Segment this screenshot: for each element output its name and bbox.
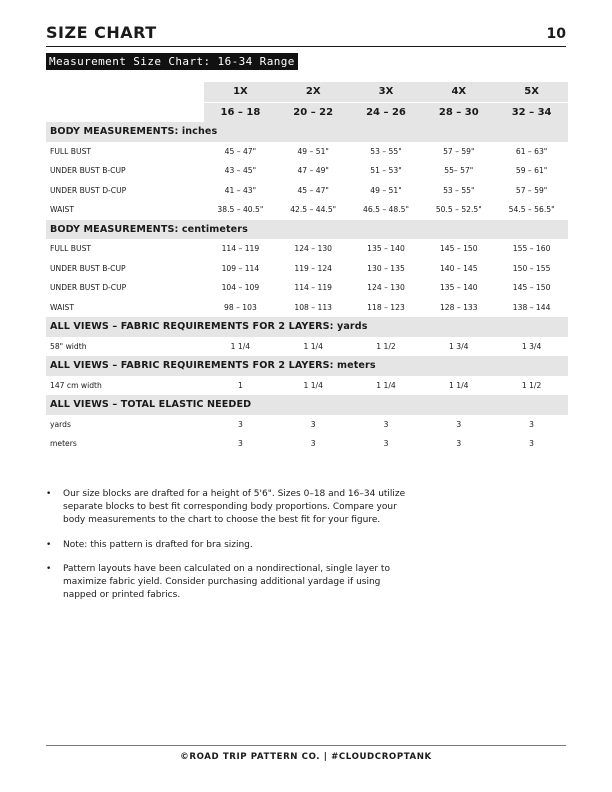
measurement-value: 124 – 130 [294, 244, 332, 254]
table-row [46, 337, 568, 357]
table-row [46, 278, 568, 298]
chart-subtitle: Measurement Size Chart: 16-34 Range [46, 53, 298, 70]
measurement-value: 135 – 140 [439, 283, 478, 293]
measurement-value: 1 1/2 [521, 380, 542, 390]
section-title: ALL VIEWS – FABRIC REQUIREMENTS FOR 2 LAYERS: yards [46, 317, 568, 337]
row-label: 147 cm width [50, 380, 102, 390]
measurement-value: 45 – 47" [224, 146, 257, 156]
section-header-row [46, 317, 568, 337]
bullet-icon: • [46, 539, 52, 550]
measurement-value: 138 – 144 [512, 302, 551, 312]
measurement-value: 104 – 109 [221, 283, 260, 293]
section-header-row [46, 356, 568, 376]
table-row [46, 161, 568, 181]
measurement-value: 55– 57" [444, 166, 474, 176]
title-divider [46, 46, 566, 47]
row-label: WAIST [50, 302, 74, 312]
measurement-value: 57 – 59" [515, 185, 548, 195]
measurement-value: 3 [456, 439, 462, 449]
page-number: 10 [546, 26, 566, 42]
measurement-value: 145 – 150 [439, 244, 478, 254]
measurement-value: 140 – 145 [439, 263, 478, 273]
measurement-value: 3 [237, 419, 243, 429]
measurement-value: 3 [529, 419, 535, 429]
note-item [46, 488, 416, 527]
measurement-value: 1 [237, 380, 243, 390]
measurement-value: 46.5 – 48.5" [363, 205, 409, 215]
size-label: 2X [277, 82, 350, 102]
measurement-value: 1 1/2 [376, 341, 396, 351]
row-label: yards [50, 419, 71, 429]
measurement-value: 54.5 – 56.5" [508, 205, 555, 215]
table-row [46, 181, 568, 201]
size-range-label: 32 – 34 [495, 102, 568, 122]
table-row [46, 434, 568, 454]
measurement-value: 51 – 53" [370, 166, 402, 176]
measurement-value: 114 – 119 [221, 244, 260, 254]
measurement-value: 98 – 103 [224, 302, 257, 312]
measurement-value: 145 – 150 [512, 283, 551, 293]
measurement-value: 3 [310, 439, 316, 449]
note-item [46, 539, 416, 552]
measurement-value: 3 [383, 419, 389, 429]
measurement-value: 119 – 124 [294, 263, 332, 273]
measurement-value: 124 – 130 [367, 283, 405, 293]
header-spacer [46, 102, 204, 122]
note-text: Our size blocks are drafted for a height of 5'6". Sizes 0–18 and 16–34 utilize separate blocks to best fit corresponding body proportions. Compare your body measurements to the chart to choose the best fit for your figure. [63, 489, 406, 525]
measurement-value: 3 [237, 439, 243, 449]
measurement-value: 49 – 51" [297, 146, 329, 156]
section-title: BODY MEASUREMENTS: inches [46, 122, 568, 142]
measurement-value: 114 – 119 [294, 283, 332, 293]
measurement-value: 118 – 123 [367, 302, 405, 312]
size-range-label: 28 – 30 [422, 102, 495, 122]
bullet-icon: • [46, 564, 52, 574]
measurement-value: 150 – 155 [512, 263, 551, 273]
row-label: 58" width [50, 341, 87, 351]
measurement-value: 53 – 55" [443, 185, 475, 195]
section-header-row [46, 220, 568, 240]
size-header-row [46, 82, 568, 102]
measurement-value: 3 [310, 419, 316, 429]
size-range-label: 20 – 22 [277, 102, 350, 122]
size-label: 4X [422, 82, 495, 102]
section-header-row [46, 395, 568, 415]
measurement-value: 1 1/4 [303, 380, 323, 390]
row-label: FULL BUST [50, 146, 92, 156]
size-range-label: 16 – 18 [204, 102, 277, 122]
header-spacer [46, 82, 204, 102]
measurement-value: 53 – 55" [370, 146, 402, 156]
table-row [46, 376, 568, 396]
measurement-value: 49 – 51" [370, 185, 402, 195]
measurement-value: 45 – 47" [297, 185, 329, 195]
size-chart-table [46, 82, 568, 454]
measurement-value: 1 1/4 [230, 341, 251, 351]
row-label: UNDER BUST B-CUP [50, 263, 126, 273]
row-label: UNDER BUST D-CUP [50, 185, 127, 195]
measurement-value: 3 [383, 439, 389, 449]
row-label: FULL BUST [50, 244, 92, 254]
notes-list [46, 488, 416, 614]
measurement-value: 59 – 61" [515, 166, 548, 176]
measurement-value: 1 3/4 [521, 341, 542, 351]
measurement-value: 1 1/4 [449, 380, 469, 390]
measurement-value: 57 – 59" [443, 146, 475, 156]
row-label: UNDER BUST D-CUP [50, 283, 127, 293]
range-header-row [46, 102, 568, 122]
measurement-value: 155 – 160 [512, 244, 551, 254]
table-row [46, 259, 568, 279]
measurement-value: 1 1/4 [303, 341, 323, 351]
measurement-value: 130 – 135 [367, 263, 405, 273]
table-row [46, 239, 568, 259]
measurement-value: 108 – 113 [294, 302, 332, 312]
size-label: 3X [350, 82, 423, 102]
footer-credit: ©ROAD TRIP PATTERN CO. | #CLOUDCROPTANK [180, 752, 432, 762]
measurement-value: 128 – 133 [439, 302, 478, 312]
note-item [46, 563, 416, 602]
table-row [46, 142, 568, 162]
measurement-value: 47 – 49" [297, 166, 329, 176]
measurement-value: 109 – 114 [221, 263, 260, 273]
bullet-icon: • [46, 489, 52, 499]
size-chart-body [46, 82, 568, 454]
measurement-value: 50.5 – 52.5" [435, 205, 482, 215]
measurement-value: 61 – 63" [515, 146, 548, 156]
section-header-row [46, 122, 568, 142]
section-title: BODY MEASUREMENTS: centimeters [46, 220, 568, 240]
footer-divider [46, 745, 566, 746]
note-text: Pattern layouts have been calculated on a nondirectional, single layer to maximize fabric yield. Consider purchasing additional yardage if using napped or printed fabrics. [63, 564, 390, 600]
measurement-value: 1 1/4 [376, 380, 396, 390]
table-row [46, 298, 568, 318]
measurement-value: 38.5 – 40.5" [217, 205, 264, 215]
page-title: SIZE CHART [46, 23, 157, 42]
measurement-value: 3 [456, 419, 462, 429]
measurement-value: 135 – 140 [367, 244, 405, 254]
size-range-label: 24 – 26 [350, 102, 423, 122]
section-title: ALL VIEWS – TOTAL ELASTIC NEEDED [46, 395, 568, 415]
measurement-value: 42.5 – 44.5" [290, 205, 337, 215]
table-row [46, 415, 568, 435]
measurement-value: 3 [529, 439, 535, 449]
size-label: 1X [204, 82, 277, 102]
table-row [46, 200, 568, 220]
measurement-value: 43 – 45" [224, 166, 257, 176]
note-text: Note: this pattern is drafted for bra sizing. [63, 539, 253, 550]
measurement-value: 41 – 43" [224, 185, 257, 195]
row-label: meters [50, 439, 77, 449]
row-label: WAIST [50, 205, 74, 215]
section-title: ALL VIEWS – FABRIC REQUIREMENTS FOR 2 LAYERS: meters [46, 356, 568, 376]
measurement-value: 1 3/4 [449, 341, 469, 351]
size-label: 5X [495, 82, 568, 102]
row-label: UNDER BUST B-CUP [50, 166, 126, 176]
